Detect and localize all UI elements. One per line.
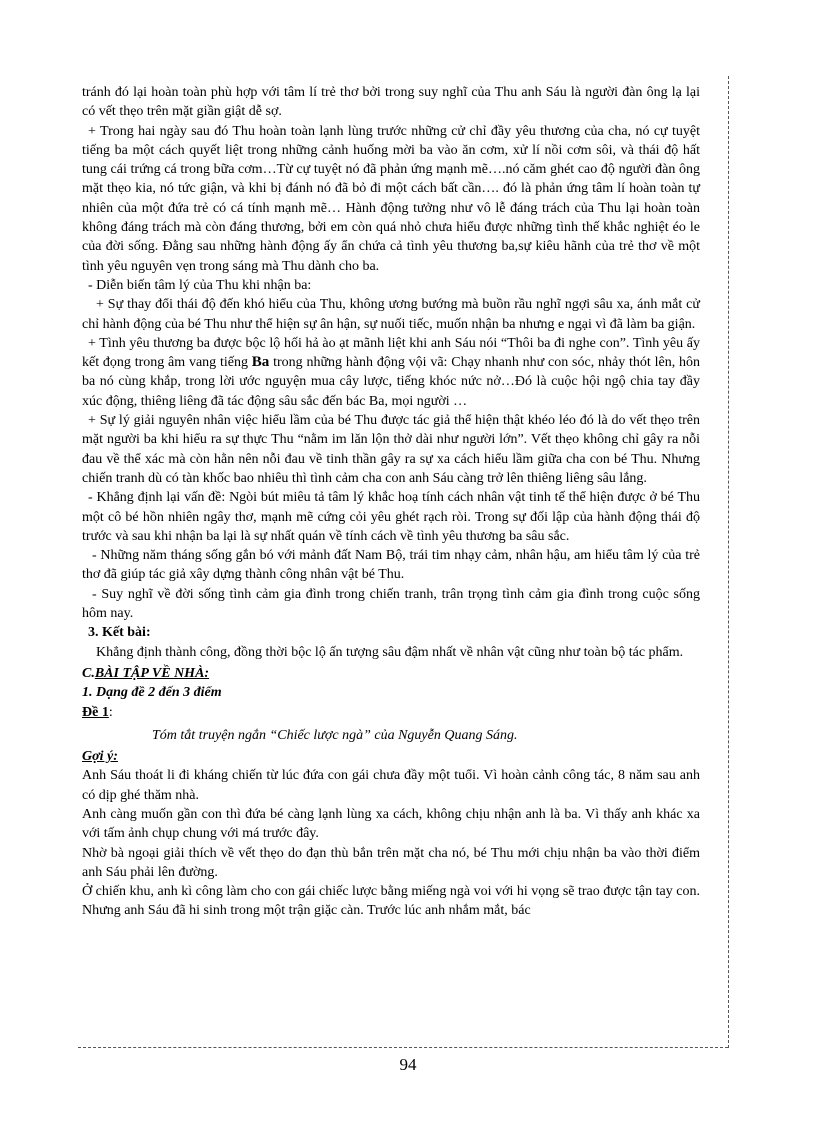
hint-label-row bbox=[82, 747, 700, 766]
summary-paragraph: Anh Sáu thoát li đi kháng chiến từ lúc đứa con gái chưa đầy một tuổi. Vì hoàn cảnh công tác, 8 năm sau anh có dịp ghé thăm nhà. bbox=[82, 768, 700, 803]
page-content bbox=[82, 83, 700, 921]
paragraph: - Diễn biến tâm lý của Thu khi nhận ba: bbox=[88, 277, 312, 293]
summary-paragraph: Anh càng muốn gần con thì đứa bé càng lạnh lùng xa cách, không chịu nhận anh là ba. Vì thấy anh khác xa với tấm ảnh chụp chung với má trước đây. bbox=[82, 806, 700, 842]
page-number: 94 bbox=[399, 1055, 417, 1074]
section-subtitle: 1. Dạng đề 2 đến 3 điểm bbox=[82, 685, 222, 701]
exercise-number: Đề 1 bbox=[82, 704, 109, 720]
paragraph: + Sự lý giải nguyên nhân việc hiểu lầm của bé Thu được tác giả thể hiện thật khéo léo đó là do vết thẹo trên mặt người ba khi hiểu ra sự thực Thu “nằm im lăn lộn thở dài như người lớn”. Vết thẹo không chỉ gây ra nỗi đau về thể xác mà còn hằn nên nỗi đau về tinh thần gây ra sự xa cách hiểu lầm giữa cha con bé Thu. Nhưng chiến tranh dù có tàn khốc bao nhiêu thì tình cảm cha con anh Sáu càng trở lên thiêng liêng sâu lắng. bbox=[82, 413, 700, 486]
section-prefix: C. bbox=[82, 665, 95, 681]
hint-label: Gợi ý: bbox=[82, 749, 118, 765]
paragraph: - Những năm tháng sống gắn bó với mảnh đất Nam Bộ, trái tim nhạy cảm, nhân hậu, am hiểu tâm lý của trẻ thơ đã giúp tác giả xây dựng thành công nhân vật bé Thu. bbox=[82, 548, 700, 583]
paragraph-text: trong những hành động vội vã: Chạy nhanh như con sóc, nhảy thót lên, hôn ba nó cùng khắp, trong lời ước nguyện mua cây lược, tiếng khóc nức nở…Đó là cuộc hội ngộ chia tay đầy xúc động, thiêng liêng đã tác động sâu sắc đến bác Ba, mọi người … bbox=[82, 355, 700, 409]
summary-paragraph: Nhờ bà ngoại giải thích về vết thẹo do đạn thù bắn trên mặt cha nó, bé Thu mới chịu nhận ba vào thời điểm anh Sáu phải lên đường. bbox=[82, 845, 700, 880]
keyword-ba: Ba bbox=[251, 354, 270, 371]
exercise-colon: : bbox=[108, 704, 113, 720]
exercise-label bbox=[82, 703, 700, 722]
page-border-bottom bbox=[78, 1047, 728, 1048]
section-title bbox=[82, 664, 700, 683]
section-title-text: BÀI TẬP VỀ NHÀ: bbox=[94, 665, 210, 681]
paragraph: - Khẳng định lại vấn đề: Ngòi bút miêu tả tâm lý khắc hoạ tính cách nhân vật tinh tế thể hiện được ở bé Thu một cô bé hồn nhiên ngây thơ, mạnh mẽ cứng cỏi yêu ghét rạch ròi. Trong sự đối lập của hành động thái độ trước và sau khi nhận ba lại là sự nhất quán về tính cách về tình yêu thương ba sâu sắc. bbox=[82, 490, 700, 544]
paragraph: + Trong hai ngày sau đó Thu hoàn toàn lạnh lùng trước những cử chỉ đầy yêu thương của cha, nó cự tuyệt tiếng ba một cách quyết liệt trong những cảnh huống mời ba vào ăn cơm, xử lí nồi cơm sôi, và thái độ hất tung cái trứng cá trong bữa cơm…Từ cự tuyệt nó đã phản ứng mạnh mẽ….nó căm ghét cao độ người đàn ông mặt thẹo kia, nó tức giận, và khi bị đánh nó đã bỏ đi một cách bất cần…. đó là phản ứng tâm lí hoàn toàn tự nhiên của một đứa trẻ có cá tính mạnh mẽ… Hành động tưởng như vô lễ đáng trách của Thu lại hoàn toàn không đáng trách mà còn đáng thương, bởi em còn quá nhỏ chưa hiểu được những tình thế khắc nghiệt éo le của đời sống. Đằng sau những hành động ấy ẩn chứa cả tình yêu thương ba,sự kiêu hãnh của trẻ thơ về một tình yêu nguyên vẹn trong sáng mà Thu dành cho ba. bbox=[82, 123, 700, 274]
heading-ket-bai: 3. Kết bài: bbox=[88, 625, 151, 641]
paragraph: Khẳng định thành công, đồng thời bộc lộ ấn tượng sâu đậm nhất về nhân vật cũng như toàn bộ tác phẩm. bbox=[96, 644, 684, 660]
paragraph bbox=[82, 334, 700, 411]
paragraph: + Sự thay đổi thái độ đến khó hiểu của Thu, không ương bướng mà buồn rầu nghĩ ngợi sâu xa, ánh mắt cử chỉ hành động của bé Thu như thể hiện sự ân hận, sự nuối tiếc, muốn nhận ba nhưng e ngại vì đã làm ba giận. bbox=[82, 297, 700, 332]
paragraph-text: + Tình yêu thương ba được bộc lộ hối hả ào ạt mãnh liệt khi anh Sáu nói “Thôi ba đi nghe con”. Tình yêu ấy kết đọng trong âm vang tiếng bbox=[82, 335, 700, 371]
paragraph: tránh đó lại hoàn toàn phù hợp với tâm lí trẻ thơ bởi trong suy nghĩ của Thu anh Sáu là người đàn ông lạ lại có vết thẹo trên mặt giần giật dễ sợ. bbox=[82, 85, 700, 120]
paragraph: - Suy nghĩ về đời sống tình cảm gia đình trong chiến tranh, trân trọng tình cảm gia đình trong cuộc sống hôm nay. bbox=[82, 586, 700, 622]
page-border-right bbox=[728, 76, 729, 1048]
exercise-task: Tóm tắt truyện ngắn “Chiếc lược ngà” của Nguyễn Quang Sáng. bbox=[152, 727, 518, 743]
summary-paragraph: Ở chiến khu, anh kì công làm cho con gái chiếc lược bằng miếng ngà voi với hi vọng sẽ trao được tận tay con. Nhưng anh Sáu đã hi sinh trong một trận giặc càn. Trước lúc anh nhắm mắt, bác bbox=[82, 884, 700, 919]
